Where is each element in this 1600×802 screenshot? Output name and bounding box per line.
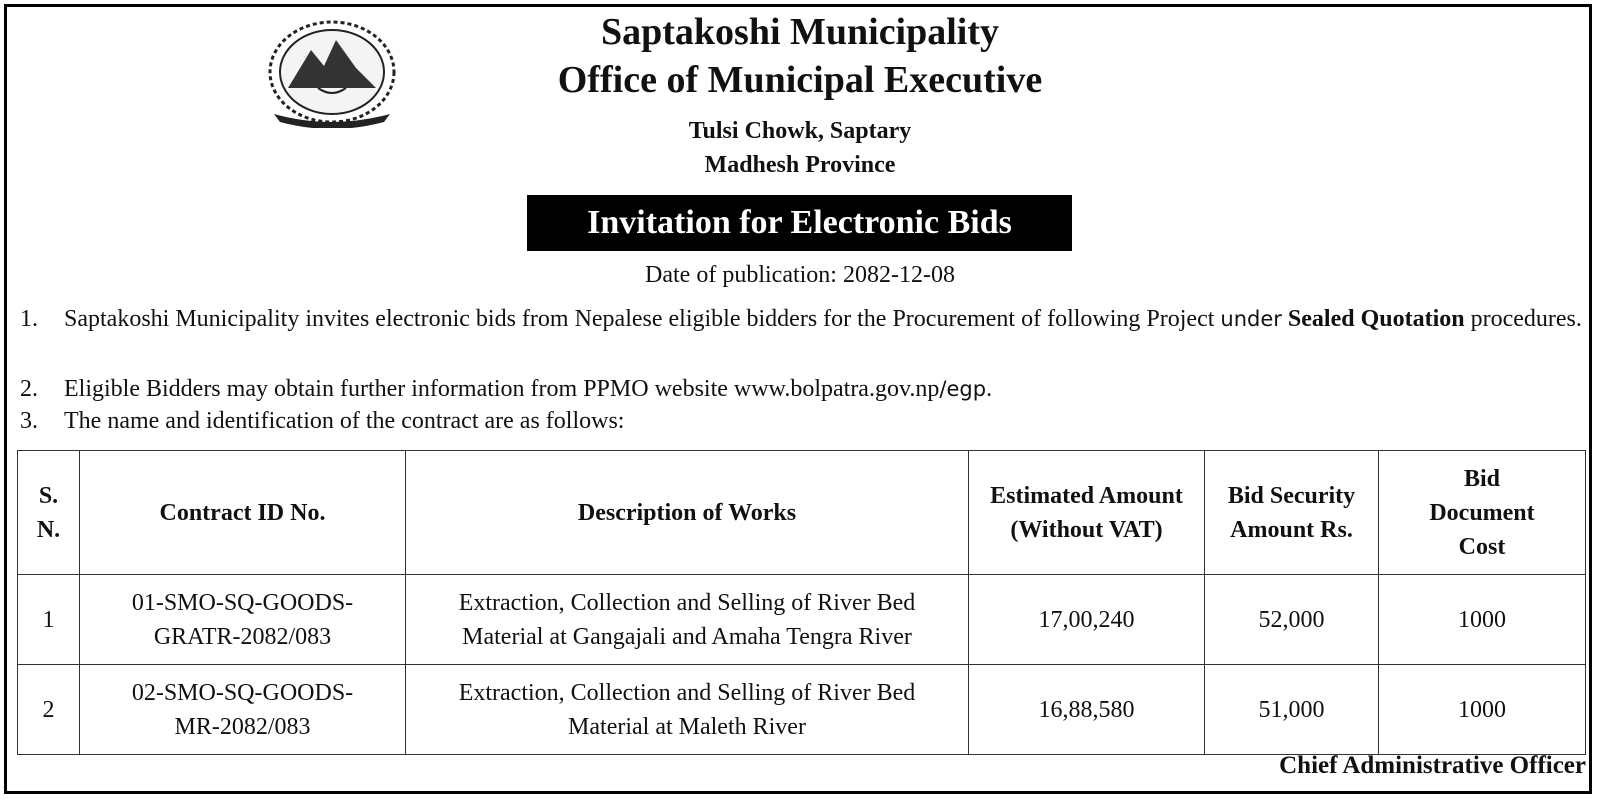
publication-date: Date of publication: 2082-12-08 — [645, 262, 955, 288]
table-header-row — [18, 451, 1586, 575]
address-line-2: Madhesh Province — [704, 152, 896, 178]
paragraph-number: 1. — [20, 306, 38, 332]
header-bid-security: Bid Security Amount Rs. — [1205, 451, 1379, 575]
cell-estimated-amount: 17,00,240 — [969, 575, 1205, 665]
cell-sn: 2 — [18, 665, 80, 755]
cell-description: Extraction, Collection and Selling of River Bed Material at Gangajali and Amaha Tengra River — [406, 575, 969, 665]
signatory-title: Chief Administrative Officer — [1279, 752, 1586, 779]
cell-sn: 1 — [18, 575, 80, 665]
cell-document-cost: 1000 — [1379, 665, 1586, 755]
address-line-1: Tulsi Chowk, Saptary — [688, 118, 912, 144]
notice-title: Invitation for Electronic Bids — [587, 204, 1012, 241]
municipality-name: Saptakoshi Municipality — [600, 11, 1000, 53]
paragraph-number: 3. — [20, 408, 38, 434]
contracts-table — [17, 450, 1586, 755]
cell-description: Extraction, Collection and Selling of River Bed Material at Maleth River — [406, 665, 969, 755]
table-row — [18, 665, 1586, 755]
paragraph-text-part: . — [986, 376, 993, 402]
paragraph-text-part: Eligible Bidders may obtain further information from PPMO website www.bolpatra.gov.np — [64, 376, 940, 402]
cell-estimated-amount: 16,88,580 — [969, 665, 1205, 755]
cell-contract-id: 02-SMO-SQ-GOODS-MR-2082/083 — [80, 665, 406, 755]
paragraph-text-part: procedures. — [1470, 306, 1582, 332]
paragraph-text: The name and identification of the contract are as follows: — [64, 408, 625, 434]
paragraph-text — [64, 302, 1600, 336]
header-contract-id: Contract ID No. — [80, 451, 406, 575]
paragraph-text — [64, 372, 1600, 406]
paragraph-text-part: under — [1220, 307, 1282, 331]
header-document-cost: Bid Document Cost — [1379, 451, 1586, 575]
paragraph-text-part: /egp — [939, 377, 987, 401]
header-description: Description of Works — [406, 451, 969, 575]
procedure-type: Sealed Quotation — [1287, 306, 1465, 332]
paragraph-text-part: Saptakoshi Municipality invites electronic bids from Nepalese eligible bidders for the Procurement of following Project — [64, 306, 1215, 332]
office-name: Office of Municipal Executive — [557, 59, 1043, 101]
table-row — [18, 575, 1586, 665]
paragraph-number: 2. — [20, 376, 38, 402]
header-estimated-amount: Estimated Amount (Without VAT) — [969, 451, 1205, 575]
notice-title-banner — [527, 195, 1072, 251]
cell-bid-security: 51,000 — [1205, 665, 1379, 755]
cell-contract-id: 01-SMO-SQ-GOODS-GRATR-2082/083 — [80, 575, 406, 665]
cell-document-cost: 1000 — [1379, 575, 1586, 665]
cell-bid-security: 52,000 — [1205, 575, 1379, 665]
header-sn: S. N. — [18, 451, 80, 575]
